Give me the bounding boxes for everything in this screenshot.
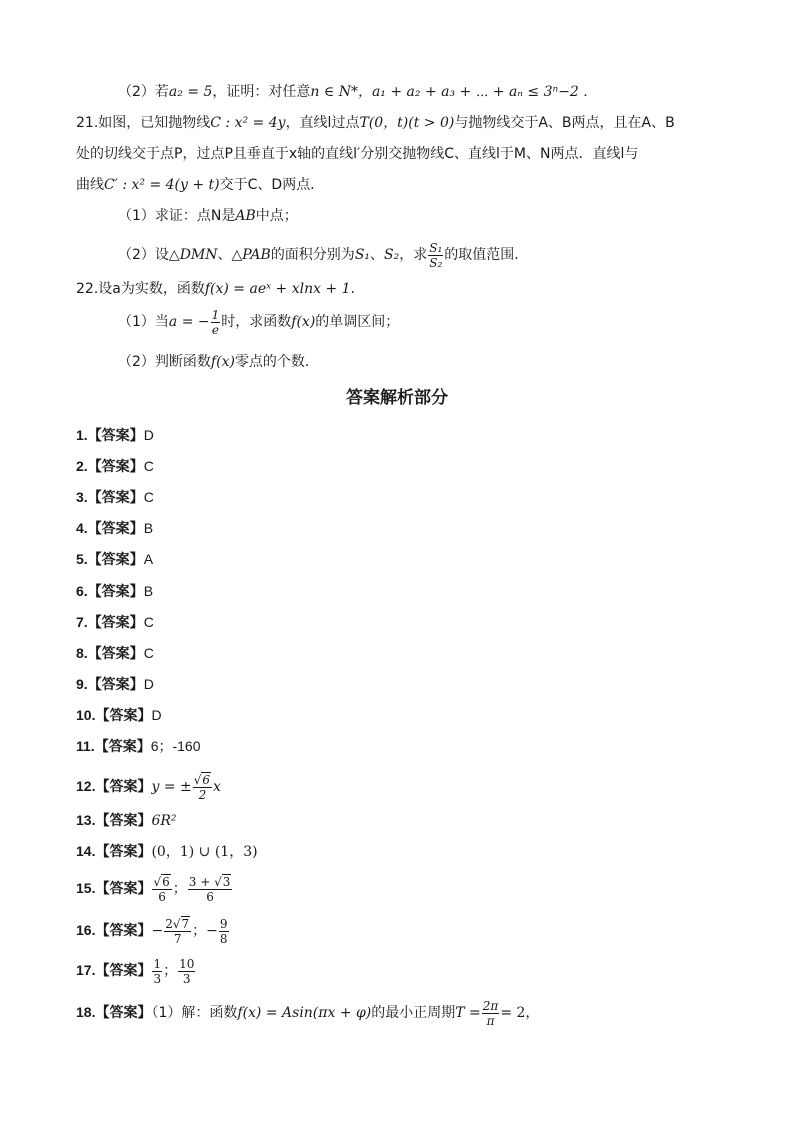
answer-15-f1-num: √6 <box>153 874 170 889</box>
answer-14 <box>76 841 258 862</box>
answer-row <box>76 456 154 477</box>
answer-18-text-c: = 2， <box>500 1005 540 1021</box>
answer-row <box>76 581 153 602</box>
answer-number: 17. <box>76 962 96 978</box>
answer-tag: 【答案】 <box>87 428 144 444</box>
q22-part1-eq: a = − <box>168 314 210 330</box>
q21-ratio-den: S₂ <box>429 255 443 270</box>
answer-separator: ； <box>172 881 187 897</box>
answer-value: C <box>143 458 154 474</box>
answer-row <box>76 736 201 757</box>
answer-number: 3. <box>76 489 88 505</box>
answer-tag: 【答案】 <box>87 552 144 568</box>
answer-row <box>76 643 154 664</box>
answer-17-fraction-1 <box>152 958 162 985</box>
q22-part1-a: （1）当 <box>118 314 169 330</box>
answer-17-f1-num: 1 <box>153 956 162 971</box>
answer-16-f1-coef: 2 <box>165 916 173 931</box>
answer-17-f2-den: 3 <box>178 971 195 985</box>
answer-16 <box>76 914 230 947</box>
answer-13-value: 6R² <box>151 813 177 829</box>
answer-15-f2-den: 6 <box>188 889 233 903</box>
q20-part2-prefix: （2）若 <box>118 84 169 100</box>
answer-value: B <box>143 520 154 536</box>
answer-15-f2-num-a: 3 + <box>188 874 215 889</box>
answer-17-f1-den: 3 <box>153 971 162 986</box>
answer-number: 7. <box>76 614 88 630</box>
q21-s1: S₁ <box>354 247 371 263</box>
answer-tag: 【答案】 <box>95 779 152 795</box>
q21-line3-b: 交于C、D两点． <box>219 177 325 193</box>
answer-18-fraction <box>482 1000 500 1027</box>
q22-line1 <box>76 279 355 299</box>
answer-12 <box>76 772 221 801</box>
answer-15-fraction-2 <box>188 876 233 903</box>
q22-text-a: 设a为实数，函数 <box>98 281 205 297</box>
q21-part1 <box>118 206 298 226</box>
answer-tag: 【答案】 <box>87 584 144 600</box>
q20-part2-n: n ∈ N* <box>310 84 358 100</box>
answer-number: 11. <box>76 738 95 754</box>
answer-number: 16. <box>76 922 96 938</box>
answer-tag: 【答案】 <box>95 923 152 939</box>
answer-number: 12. <box>76 778 96 794</box>
q22-part1-f: f(x) <box>291 314 316 330</box>
q22-part2-a: （2）判断函数 <box>118 354 211 370</box>
answer-16-fraction-2 <box>219 918 229 945</box>
answer-18-frac-num: 2π <box>482 998 499 1013</box>
q21-part2-e: ，求 <box>399 247 428 263</box>
answer-tag: 【答案】 <box>87 615 144 631</box>
answer-row <box>76 549 153 570</box>
answer-separator: ； <box>163 963 178 979</box>
answer-18 <box>76 996 539 1029</box>
answer-number: 14. <box>76 843 96 859</box>
q21-part1-b: 中点； <box>255 208 298 224</box>
answer-18-period: T = <box>455 1005 481 1021</box>
q21-triangle-dmn: △DMN <box>168 247 218 263</box>
answer-17 <box>76 954 196 987</box>
answer-16-f1-num: 2√7 <box>165 916 190 931</box>
answer-tag: 【答案】 <box>87 459 144 475</box>
answer-tag: 【答案】 <box>95 813 152 829</box>
answer-18-frac-den: π <box>482 1013 500 1027</box>
q21-line3-a: 曲线 <box>76 177 104 193</box>
answer-number: 10. <box>76 707 96 723</box>
q21-part2-d: 、 <box>370 247 385 263</box>
answer-number: 8. <box>76 645 88 661</box>
answer-row <box>76 487 154 508</box>
q21-part2-b: 、 <box>217 247 232 263</box>
answer-value: D <box>143 676 154 692</box>
answer-value: C <box>143 645 154 661</box>
answer-13 <box>76 810 177 831</box>
answer-15-f1-rad: 6 <box>162 874 170 889</box>
answer-16-f1-den: 7 <box>164 931 191 945</box>
answer-number: 9. <box>76 676 88 692</box>
q21-triangle-pab: △PAB <box>231 247 271 263</box>
answer-18-function: f(x) = Asin(πx + φ) <box>237 1005 372 1021</box>
q21-part2 <box>118 238 528 272</box>
answer-value: A <box>143 551 154 567</box>
answer-tag: 【答案】 <box>95 708 152 724</box>
answer-value: C <box>143 614 154 630</box>
q21-segment-ab: AB <box>235 208 256 224</box>
q20-part2-mid: ，证明：对任意 <box>212 84 311 100</box>
q22-part1 <box>118 305 399 339</box>
q22-part1-fraction <box>211 309 221 336</box>
q20-part2 <box>118 82 588 102</box>
q21-number: 21. <box>76 115 99 131</box>
q21-text-c: 与抛物线交于A、B两点，且在A、B <box>454 115 675 131</box>
answer-12-pre: y = ± <box>151 779 192 795</box>
q21-ratio-fraction <box>428 242 443 269</box>
answer-12-den: 2 <box>193 787 212 801</box>
answer-separator: ； <box>192 923 207 939</box>
answer-value: C <box>143 489 154 505</box>
answer-value: 6；-160 <box>150 738 201 754</box>
answer-row <box>76 705 162 726</box>
answer-tag: 【答案】 <box>95 881 152 897</box>
q20-part2-condition: a₂ = 5 <box>168 84 213 100</box>
q21-curve-c-prime: C′ : x² = 4(y + t) <box>104 177 220 193</box>
q21-ratio-num: S₁ <box>429 240 443 255</box>
answer-number: 4. <box>76 520 88 536</box>
answer-value: D <box>151 707 162 723</box>
q22-number: 22. <box>76 281 99 297</box>
answer-15-f2-num: 3 + √3 <box>188 874 231 889</box>
answer-number: 2. <box>76 458 88 474</box>
q22-part1-c: 的单调区间； <box>315 314 400 330</box>
answer-15 <box>76 872 233 905</box>
q21-s2: S₂ <box>384 247 400 263</box>
q20-part2-sum: ，a₁ + a₂ + a₃ + ⋯ + aₙ ≤ 3ⁿ−2 . <box>357 84 588 100</box>
q21-line3 <box>76 175 324 195</box>
answer-16-fraction-1 <box>164 918 191 945</box>
answer-16-f1-sign: − <box>151 923 164 939</box>
q21-line2 <box>76 144 638 164</box>
q21-point-t: T(0，t)(t > 0) <box>359 115 455 131</box>
answer-tag: 【答案】 <box>95 844 152 860</box>
answers-heading: 答案解析部分 <box>346 388 448 408</box>
answer-12-fraction <box>193 774 212 801</box>
answer-tag: 【答案】 <box>94 739 151 755</box>
answer-tag: 【答案】 <box>87 646 144 662</box>
answer-tag: 【答案】 <box>87 677 144 693</box>
answer-18-text-a: （1）解：函数 <box>151 1005 238 1021</box>
answer-15-f2-rad: 3 <box>222 874 231 889</box>
q22-part2-b: 零点的个数． <box>234 354 319 370</box>
answer-row <box>76 674 154 695</box>
answer-17-fraction-2 <box>178 958 195 985</box>
answer-number: 1. <box>76 427 88 443</box>
answer-row <box>76 518 153 539</box>
q22-part2-f: f(x) <box>210 354 235 370</box>
q21-line1 <box>76 113 675 133</box>
q22-frac-num: 1 <box>211 307 220 322</box>
q21-part1-a: （1）求证：点N是 <box>118 208 236 224</box>
q22-part2 <box>118 352 319 372</box>
answer-16-f2-den: 8 <box>219 931 228 946</box>
q21-part2-c: 的面积分别为 <box>270 247 355 263</box>
answer-row <box>76 425 154 446</box>
answer-15-fraction-1 <box>152 876 171 903</box>
q21-part2-f: 的取值范围． <box>444 247 529 263</box>
q21-part2-a: （2）设 <box>118 247 169 263</box>
q21-text-a: 如图，已知抛物线 <box>98 115 211 131</box>
q22-frac-den: e <box>211 322 220 337</box>
answer-14-value: (0，1) ∪ (1，3) <box>151 844 258 860</box>
answer-tag: 【答案】 <box>95 1005 152 1021</box>
answer-12-post: x <box>213 779 221 795</box>
answer-number: 5. <box>76 551 88 567</box>
q22-text-b: . <box>350 281 355 297</box>
answer-16-f2-num: 9 <box>219 916 228 931</box>
answer-tag: 【答案】 <box>95 963 152 979</box>
answer-number: 13. <box>76 812 96 828</box>
q21-curve-c: C : x² = 4y <box>210 115 286 131</box>
answer-number: 15. <box>76 880 96 896</box>
answer-tag: 【答案】 <box>87 521 144 537</box>
answer-17-f2-num: 10 <box>179 956 195 971</box>
answer-row <box>76 612 154 633</box>
q22-part1-b: 时，求函数 <box>221 314 292 330</box>
answer-12-num: √6 <box>193 772 211 787</box>
answer-number: 6. <box>76 583 88 599</box>
answer-16-f2-sign: − <box>206 923 218 939</box>
answer-15-f1-den: 6 <box>152 889 171 903</box>
answer-value: D <box>143 427 154 443</box>
answer-12-rad: 6 <box>202 772 211 787</box>
answer-number: 18. <box>76 1004 96 1020</box>
q22-function: f(x) = aeˣ + xlnx + 1 <box>204 281 351 297</box>
answer-tag: 【答案】 <box>87 490 144 506</box>
q21-text-b: ，直线l过点 <box>285 115 360 131</box>
answer-18-text-b: 的最小正周期 <box>371 1005 456 1021</box>
answer-value: B <box>143 583 154 599</box>
answer-16-f1-rad: 7 <box>181 916 190 931</box>
q21-line2-text: 处的切线交于点P，过点P且垂直于x轴的直线l′分别交抛物线C、直线l于M、N两点．直线l与 <box>76 146 639 162</box>
